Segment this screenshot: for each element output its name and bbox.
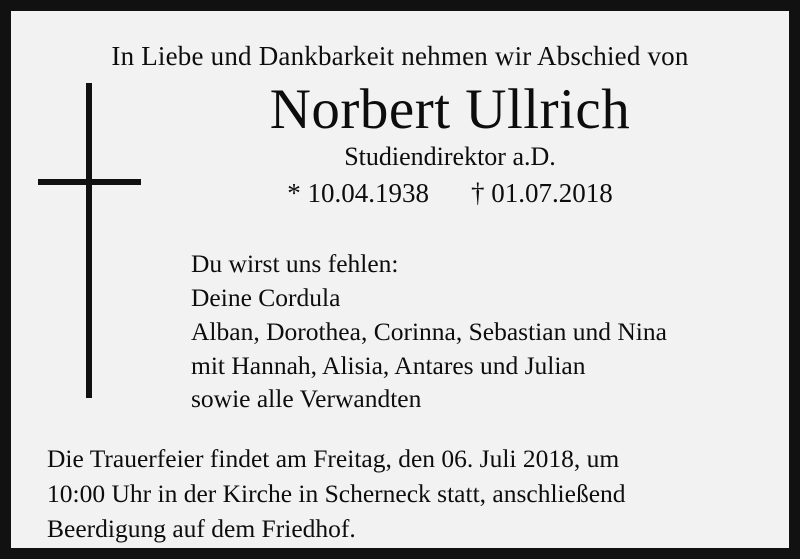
service-line: 10:00 Uhr in der Kirche in Scherneck statt, anschließend bbox=[47, 479, 626, 509]
mourners-line: mit Hannah, Alisia, Antares und Julian bbox=[191, 350, 586, 380]
birth-date: * 10.04.1938 bbox=[287, 177, 429, 208]
cross-vertical-bar bbox=[86, 83, 92, 398]
mourners-block bbox=[191, 247, 767, 417]
deceased-title: Studiendirektor a.D. bbox=[344, 141, 556, 171]
death-date: † 01.07.2018 bbox=[471, 177, 613, 208]
service-line: Beerdigung auf dem Friedhof. bbox=[47, 513, 356, 543]
deceased-name: Norbert Ullrich bbox=[269, 78, 631, 141]
mourners-line: Du wirst uns fehlen: bbox=[191, 248, 399, 278]
deceased-block bbox=[141, 80, 767, 209]
headline-text: In Liebe und Dankbarkeit nehmen wir Abschied von bbox=[111, 41, 689, 71]
obituary-content bbox=[11, 11, 789, 548]
mourners-line: sowie alle Verwandten bbox=[191, 384, 422, 414]
mourners-line: Deine Cordula bbox=[191, 282, 341, 312]
service-details-block bbox=[47, 442, 761, 546]
service-line: Die Trauerfeier findet am Freitag, den 06. Juli 2018, um bbox=[47, 444, 620, 474]
cross-horizontal-bar bbox=[38, 179, 141, 185]
christian-cross-icon bbox=[29, 83, 149, 403]
life-dates bbox=[141, 178, 759, 209]
mourners-line: Alban, Dorothea, Corinna, Sebastian und Nina bbox=[191, 316, 667, 346]
